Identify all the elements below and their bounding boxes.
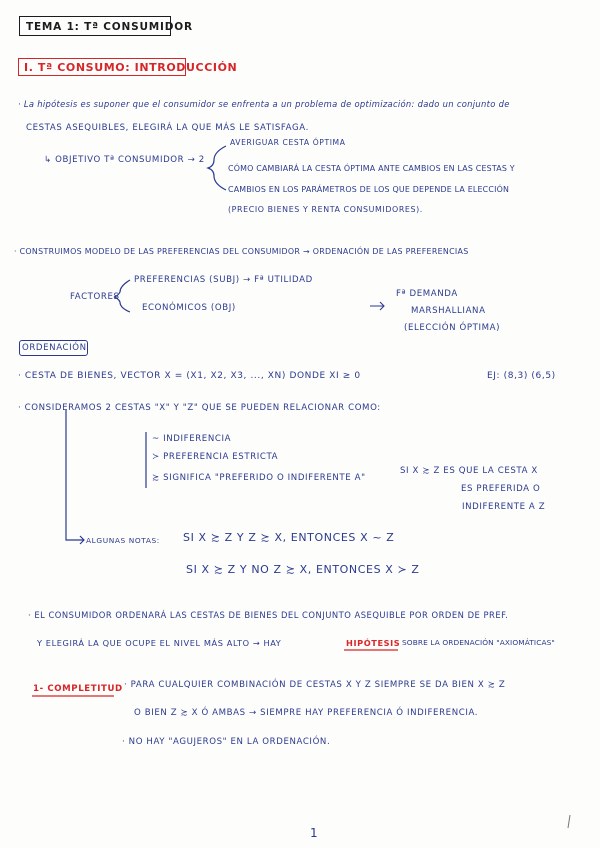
relation-note-3: INDIFERENTE A Z xyxy=(462,502,546,512)
objective-label: ↳ OBJETIVO Tª CONSUMIDOR → 2 xyxy=(44,155,205,165)
ranking-line-1: · EL CONSUMIDOR ORDENARÁ LAS CESTAS DE BIENES DEL CONJUNTO ASEQUIBLE POR ORDEN DE PREF. xyxy=(28,610,509,620)
ranking-line-2a: Y ELEGIRÁ LA QUE OCUPE EL NIVEL MÁS ALTO → HAY xyxy=(37,638,282,648)
demand-arrow xyxy=(370,302,384,310)
model-line: · CONSTRUIMOS MODELO DE LAS PREFERENCIAS DEL CONSUMIDOR → ORDENACIÓN DE LAS PREFERENCIAS xyxy=(14,247,469,256)
basket-example: EJ: (8,3) (6,5) xyxy=(487,371,556,381)
axiom-line-2: O BIEN Z ≿ X Ó AMBAS → SIEMPRE HAY PREFERENCIA Ó INDIFERENCIA. xyxy=(134,708,479,718)
demand-line-3: (ELECCIÓN ÓPTIMA) xyxy=(404,323,501,333)
section-heading: I. Tª CONSUMO: INTRODUCCIÓN xyxy=(24,61,238,74)
objective-item-2b: CAMBIOS EN LOS PARÁMETROS DE LOS QUE DEPENDE LA ELECCIÓN xyxy=(228,185,510,194)
relation-strict: ≻ PREFERENCIA ESTRICTA xyxy=(152,452,279,462)
note-1: SI X ≿ Z Y Z ≿ X, ENTONCES X ~ Z xyxy=(183,531,395,544)
relation-note-2: ES PREFERIDA O xyxy=(461,484,541,494)
ranking-hypotheses: HIPÓTESIS xyxy=(346,638,401,648)
objective-item-2a: CÓMO CAMBIARÁ LA CESTA ÓPTIMA ANTE CAMBIOS EN LAS CESTAS Y xyxy=(228,164,515,173)
axiom-completeness-label: 1- COMPLETITUD xyxy=(33,684,123,694)
note-2: SI X ≿ Z Y NO Z ≿ X, ENTONCES X ≻ Z xyxy=(186,563,420,576)
objective-item-1: AVERIGUAR CESTA ÓPTIMA xyxy=(230,138,346,147)
relation-indifference: ~ INDIFERENCIA xyxy=(152,434,232,444)
notes-label: ALGUNAS NOTAS: xyxy=(86,536,160,545)
consider-line: · CONSIDERAMOS 2 CESTAS "X" Y "Z" QUE SE PUEDEN RELACIONAR COMO: xyxy=(18,403,381,413)
factors-label: FACTORES xyxy=(70,292,120,302)
margin-mark xyxy=(568,815,570,828)
intro-line-2: CESTAS ASEQUIBLES, ELEGIRÁ LA QUE MÁS LE SATISFAGA. xyxy=(26,123,309,133)
axiom-line-1: · PARA CUALQUIER COMBINACIÓN DE CESTAS X Y Z SIEMPRE SE DA BIEN X ≿ Z xyxy=(124,680,506,690)
notes-arrow xyxy=(66,410,84,544)
demand-line-2: MARSHALLIANA xyxy=(411,306,486,316)
factor-economic: ECONÓMICOS (OBJ) xyxy=(142,303,236,313)
page-number: 1 xyxy=(310,826,319,840)
basket-line: · CESTA DE BIENES, VECTOR X = (X1, X2, X3, ..., XN) DONDE XI ≥ 0 xyxy=(18,371,361,381)
objective-item-2c: (PRECIO BIENES Y RENTA CONSUMIDORES). xyxy=(228,205,423,214)
axiom-line-3: · NO HAY "AGUJEROS" EN LA ORDENACIÓN. xyxy=(122,737,331,747)
relation-weak: ≿ SIGNIFICA "PREFERIDO O INDIFERENTE A" xyxy=(152,473,366,483)
intro-line-1: · La hipótesis es suponer que el consumidor se enfrenta a un problema de optimización: dado un conjunto de xyxy=(18,99,510,109)
ranking-line-2c: SOBRE LA ORDENACIÓN "AXIOMÁTICAS" xyxy=(402,638,555,647)
demand-line-1: Fª DEMANDA xyxy=(396,289,458,299)
page-title: TEMA 1: Tª CONSUMIDOR xyxy=(26,21,193,33)
ordering-heading: ORDENACIÓN xyxy=(22,343,87,353)
objective-brace xyxy=(208,146,226,190)
factor-preferences: PREFERENCIAS (SUBJ) → Fª UTILIDAD xyxy=(134,275,313,285)
relation-note-1: SI X ≿ Z ES QUE LA CESTA X xyxy=(400,466,538,476)
